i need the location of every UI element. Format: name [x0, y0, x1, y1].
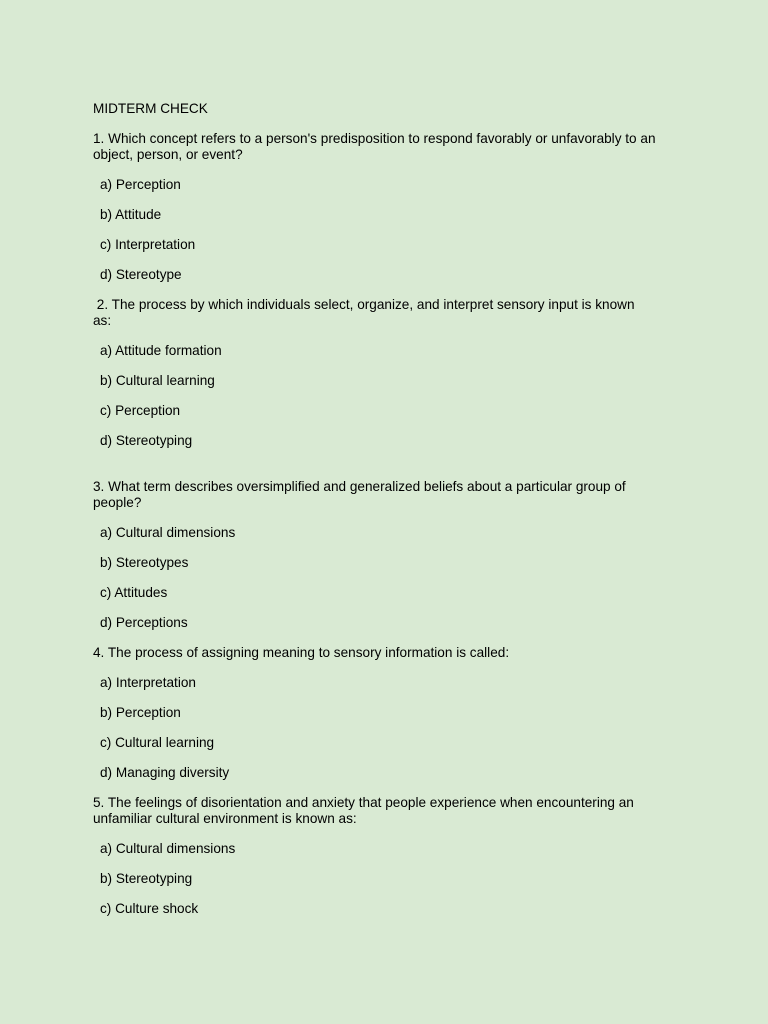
question-3-text: 3. What term describes oversimplified and generalized beliefs about a particular group of people?	[93, 479, 626, 510]
question-1	[93, 131, 668, 283]
question-2-options	[93, 343, 668, 449]
option-1c: c) Interpretation	[100, 237, 196, 252]
option-5c: c) Culture shock	[100, 901, 199, 916]
option-3b: b) Stereotypes	[100, 555, 189, 570]
option-1d: d) Stereotype	[100, 267, 182, 282]
question-2	[93, 297, 668, 449]
option-4b: b) Perception	[100, 705, 181, 720]
question-2-text	[93, 297, 668, 329]
question-4-options	[93, 675, 668, 781]
option-3a: a) Cultural dimensions	[100, 525, 236, 540]
option-4a: a) Interpretation	[100, 675, 196, 690]
option-1a: a) Perception	[100, 177, 181, 192]
option-2b: b) Cultural learning	[100, 373, 215, 388]
question-5	[93, 795, 668, 917]
question-3	[93, 479, 668, 631]
option-2c: c) Perception	[100, 403, 181, 418]
question-1-text: 1. Which concept refers to a person's predisposition to respond favorably or unfavorably to an object, person, or event?	[93, 131, 656, 162]
option-5b: b) Stereotyping	[100, 871, 193, 886]
question-3-options	[93, 525, 668, 631]
option-3c: c) Attitudes	[100, 585, 168, 600]
question-1-options	[93, 177, 668, 283]
option-4d: d) Managing diversity	[100, 765, 230, 780]
question-4	[93, 645, 668, 781]
question-4-text: 4. The process of assigning meaning to sensory information is called:	[93, 645, 510, 660]
option-3d: d) Perceptions	[100, 615, 188, 630]
question-2-line1: 2. The process by which individuals select, organize, and interpret sensory input is known	[93, 297, 635, 312]
option-5a: a) Cultural dimensions	[100, 841, 236, 856]
option-2d: d) Stereotyping	[100, 433, 193, 448]
question-5-text: 5. The feelings of disorientation and anxiety that people experience when encountering an unfamiliar cultural environment is known as:	[93, 795, 634, 826]
question-2-line2: as:	[93, 313, 112, 328]
document-title: MIDTERM CHECK	[93, 101, 208, 116]
option-2a: a) Attitude formation	[100, 343, 222, 358]
question-5-options	[93, 841, 668, 917]
option-1b: b) Attitude	[100, 207, 162, 222]
option-4c: c) Cultural learning	[100, 735, 215, 750]
